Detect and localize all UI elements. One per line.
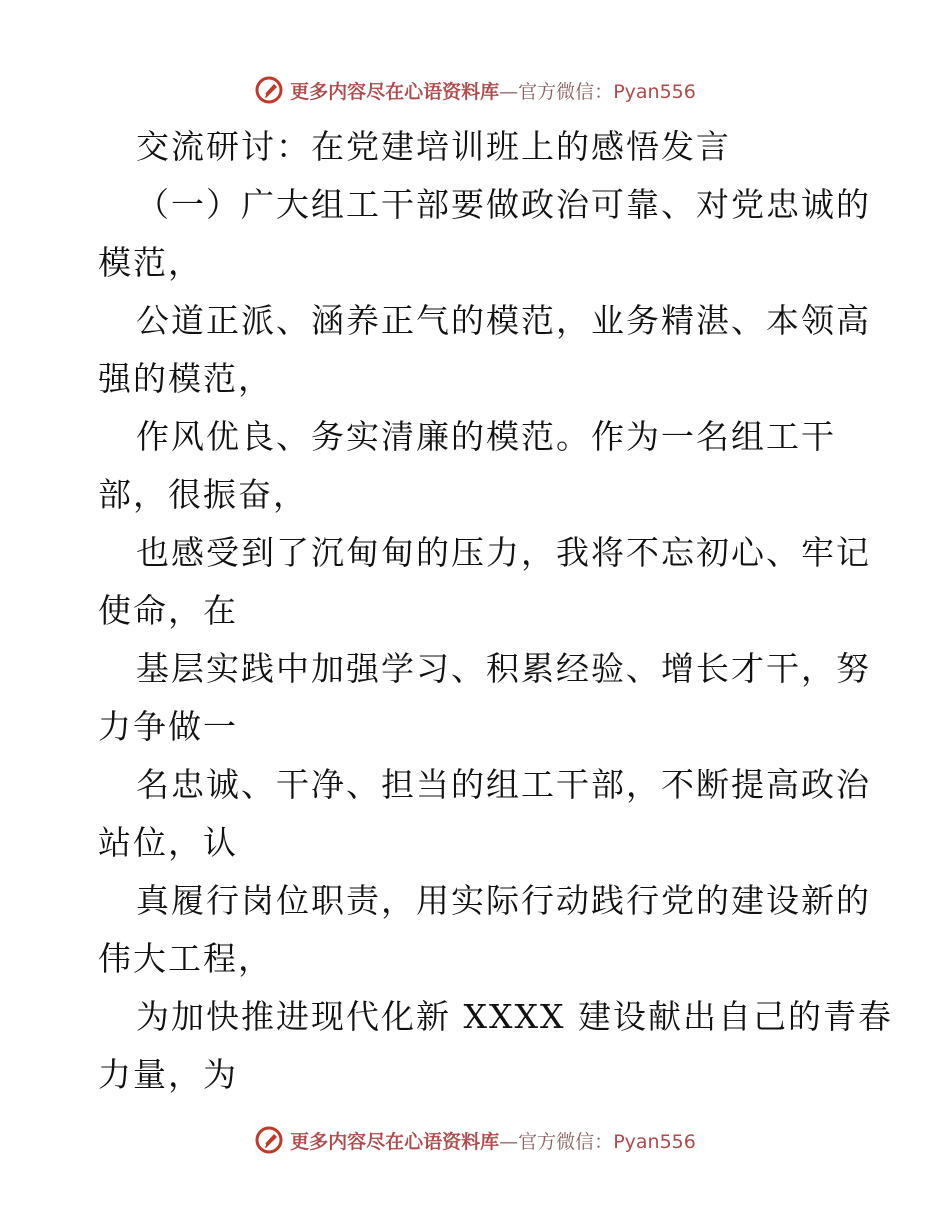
paragraph-line: 作风优良、务实清廉的模范。作为一名组工干 bbox=[136, 417, 836, 456]
paragraph-line: 真履行岗位职责，用实际行动践行党的建设新的 bbox=[136, 881, 871, 920]
document-body bbox=[98, 118, 893, 1104]
header-watermark-banner bbox=[0, 70, 950, 110]
paragraph-line: 为加快推进现代化新 XXXX 建设献出自己的青春 bbox=[136, 997, 893, 1036]
paragraph-line: 站位，认 bbox=[98, 823, 238, 862]
footer-banner-label: 官方微信： bbox=[518, 1130, 614, 1153]
paragraph-line: 强的模范， bbox=[98, 359, 273, 398]
document-title: 交流研讨：在党建培训班上的感悟发言 bbox=[136, 127, 731, 166]
header-banner-main: 更多内容尽在心语资料库 bbox=[290, 80, 500, 103]
paragraph-line: （一）广大组工干部要做政治可靠、对党忠诚的 bbox=[136, 185, 871, 224]
pen-logo-icon bbox=[254, 75, 284, 105]
paragraph-line: 部，很振奋， bbox=[98, 475, 308, 514]
paragraph-line: 公道正派、涵养正气的模范，业务精湛、本领高 bbox=[136, 301, 871, 340]
paragraph-line: 也感受到了沉甸甸的压力，我将不忘初心、牢记 bbox=[136, 533, 871, 572]
footer-banner-id: Pyan556 bbox=[613, 1130, 696, 1153]
footer-watermark-banner bbox=[0, 1120, 950, 1160]
header-banner-label: 官方微信： bbox=[518, 80, 614, 103]
pen-logo-icon bbox=[254, 1125, 284, 1155]
paragraph-line: 模范， bbox=[98, 243, 203, 282]
footer-banner-text bbox=[290, 1127, 696, 1154]
paragraph-line: 力争做一 bbox=[98, 707, 238, 746]
paragraph-line: 伟大工程， bbox=[98, 939, 273, 978]
header-banner-id: Pyan556 bbox=[613, 80, 696, 103]
footer-banner-main: 更多内容尽在心语资料库 bbox=[290, 1130, 500, 1153]
paragraph-line: 力量，为 bbox=[98, 1055, 238, 1094]
paragraph-line: 名忠诚、干净、担当的组工干部，不断提高政治 bbox=[136, 765, 871, 804]
paragraph-line: 基层实践中加强学习、积累经验、增长才干，努 bbox=[136, 649, 871, 688]
paragraph-line: 使命，在 bbox=[98, 591, 238, 630]
header-banner-separator: — bbox=[499, 80, 519, 103]
header-banner-text bbox=[290, 77, 696, 104]
footer-banner-separator: — bbox=[499, 1130, 519, 1153]
